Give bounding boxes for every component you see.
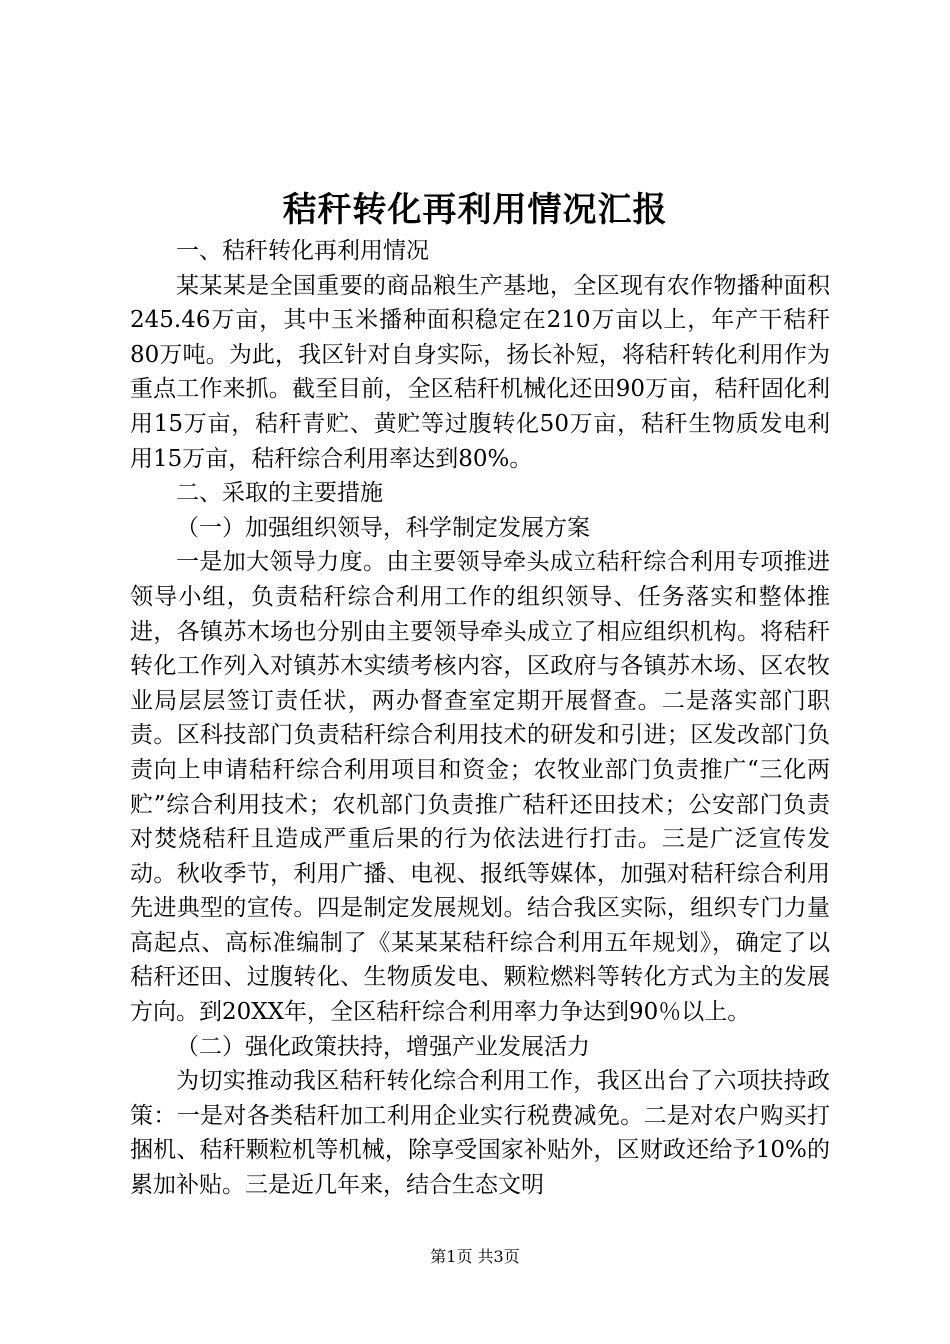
paragraph-2: 一是加大领导力度。由主要领导牵头成立秸秆综合利用专项推进领导小组，负责秸秆综合利用工作的组织领导、任务落实和整体推进，各镇苏木场也分别由主要领导牵头成立了相应组织机构。将秸秆转化工作列入对镇苏木实绩考核内容，区政府与各镇苏木场、区农牧业局层层签订责任状，两办督查室定期开展督查。二是落实部门职责。区科技部门负责秸秆综合利用技术的研发和引进；区发改部门负责向上申请秸秆综合利用项目和资金；农牧业部门负责推广“三化两贮”综合利用技术；农机部门负责推广秸秆还田技术；公安部门负责对焚烧秸秆且造成严重后果的行为依法进行打击。三是广泛宣传发动。秋收季节，利用广播、电视、报纸等媒体，加强对秸秆综合利用先进典型的宣传。四是制定发展规划。结合我区实际，组织专门力量高起点、高标准编制了《某某某秸秆综合利用五年规划》，确定了以秸秆还田、过腹转化、生物质发电、颗粒燃料等转化方式为主的发展方向。到20XX年，全区秸秆综合利用率力争达到90％以上。 (130, 549, 830, 1026)
section-heading-2: 二、采取的主要措施 (176, 480, 383, 507)
document-body (130, 234, 830, 1203)
section-heading-1: 一、秸秆转化再利用情况 (176, 238, 429, 264)
subsection-heading-2: （二）强化政策扶持，增强产业发展活力 (176, 1033, 590, 1060)
paragraph-3: 为切实推动我区秸秆转化综合利用工作，我区出台了六项扶持政策：一是对各类秸秆加工利用企业实行税费减免。二是对农户购买打捆机、秸秆颗粒机等机械，除享受国家补贴外，区财政还给予10%的累加补贴。三是近几年来，结合生态文明 (130, 1068, 830, 1199)
page-number-footer: 第1页 共3页 (430, 1247, 520, 1266)
paragraph-1: 某某某是全国重要的商品粮生产基地，全区现有农作物播种面积245.46万亩，其中玉米播种面积稳定在210万亩以上，年产干秸秆80万吨。为此，我区针对自身实际，扬长补短，将秸秆转化利用作为重点工作来抓。截至目前，全区秸秆机械化还田90万亩，秸秆固化利用15万亩，秸秆青贮、黄贮等过腹转化50万亩，秸秆生物质发电利用15万亩，秸秆综合利用率达到80%。 (130, 272, 830, 472)
document-title: 秸秆转化再利用情况汇报 (282, 190, 668, 230)
subsection-heading-1: （一）加强组织领导，科学制定发展方案 (176, 514, 590, 541)
